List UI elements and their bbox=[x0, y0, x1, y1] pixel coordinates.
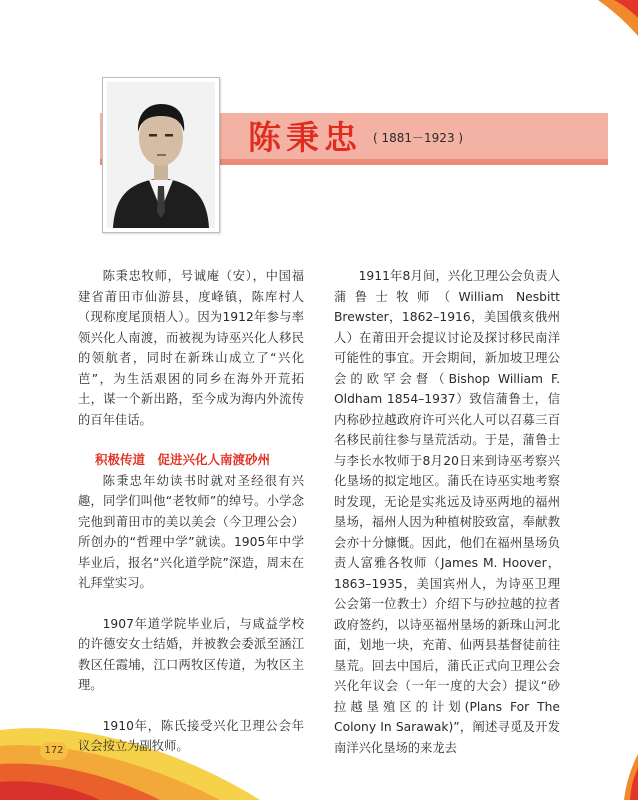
paragraph: 陈秉忠牧师，号诚庵（安），中国福建省莆田市仙游县，度峰镇，陈库村人（现称度尾顶梧人）。因为1912年参与率领兴化人南渡，而被视为诗巫兴化人移民的领航者，同时在新珠山成立了“兴化芭”，为生活艰困的同乡在海外开荒拓土，谋一个新出路，至今成为海内外流传的百年佳话。 bbox=[78, 269, 304, 427]
paragraph: 1907年道学院毕业后，与咸益学校的许德安女士结婚，并被教会委派至涵江教区任霞埔，江口两牧区传道，为牧区主理。 bbox=[78, 616, 304, 692]
top-right-corner-ornament bbox=[588, 0, 638, 36]
spacer bbox=[78, 594, 304, 614]
person-name: 陈秉忠 bbox=[248, 118, 362, 157]
portrait-photo bbox=[102, 77, 220, 233]
left-text-column bbox=[78, 266, 304, 757]
spacer bbox=[78, 696, 304, 716]
page-number: 172 bbox=[40, 742, 68, 760]
section-subheading: 积极传道 促进兴化人南渡砂州 bbox=[95, 452, 271, 467]
paragraph: 1911年8月间，兴化卫理公会负责人蒲鲁士牧师（William Nesbitt Brewster，1862–1916，美国俄亥俄州人）在莆田开会提议讨论及探讨移民南洋可能性的事宜。开会期间，新加坡卫理公会的欧罕会督（Bishop William F. Oldham 1854–1937）致信蒲鲁士，信内称砂拉越政府许可兴化人可以召募三百名移民前往参与垦荒活动。于是，蒲鲁士与李长水牧师于8月20日来到诗巫考察兴化垦场的拟定地区。蒲氏在诗巫实地考察时发现，无论是实兆远及诗巫两地的福州垦场，福州人因为种植树胶致富，奉献教会亦十分慷慨。因此，他们在福州垦场负责人富雅各牧师（James M. Hoover，1863–1935，美国宾州人，为诗巫卫理公会第一位教士）介绍下与砂拉越的拉者政府签约，以诗巫福州垦场的新珠山河北面，划地一块，充莆、仙两县基督徒前往垦荒。回去中国后，蒲氏正式向卫理公会兴化年议会（一年一度的大会）提议“砂拉越垦殖区的计划(Plans For The Colony In Sarawak)”，阐述寻觅及开发南洋兴化垦场的来龙去 bbox=[334, 269, 560, 755]
spacer bbox=[78, 430, 304, 450]
life-years: ( 1881－1923 ) bbox=[373, 131, 464, 145]
paragraph: 1910年，陈氏接受兴化卫理公会年议会按立为副牧师。 bbox=[78, 718, 304, 753]
right-text-column bbox=[334, 266, 560, 758]
bottom-right-corner-ornament bbox=[618, 754, 638, 800]
paragraph: 陈秉忠年幼读书时就对圣经很有兴趣，同学们叫他“老牧师”的绰号。小学念完他到莆田市的美以美会（今卫理公会）所创办的“哲理中学”就读。1905年中学毕业后，报名“兴化道学院”深造，周末在礼拜堂实习。 bbox=[78, 473, 304, 590]
portrait-image bbox=[107, 82, 215, 228]
